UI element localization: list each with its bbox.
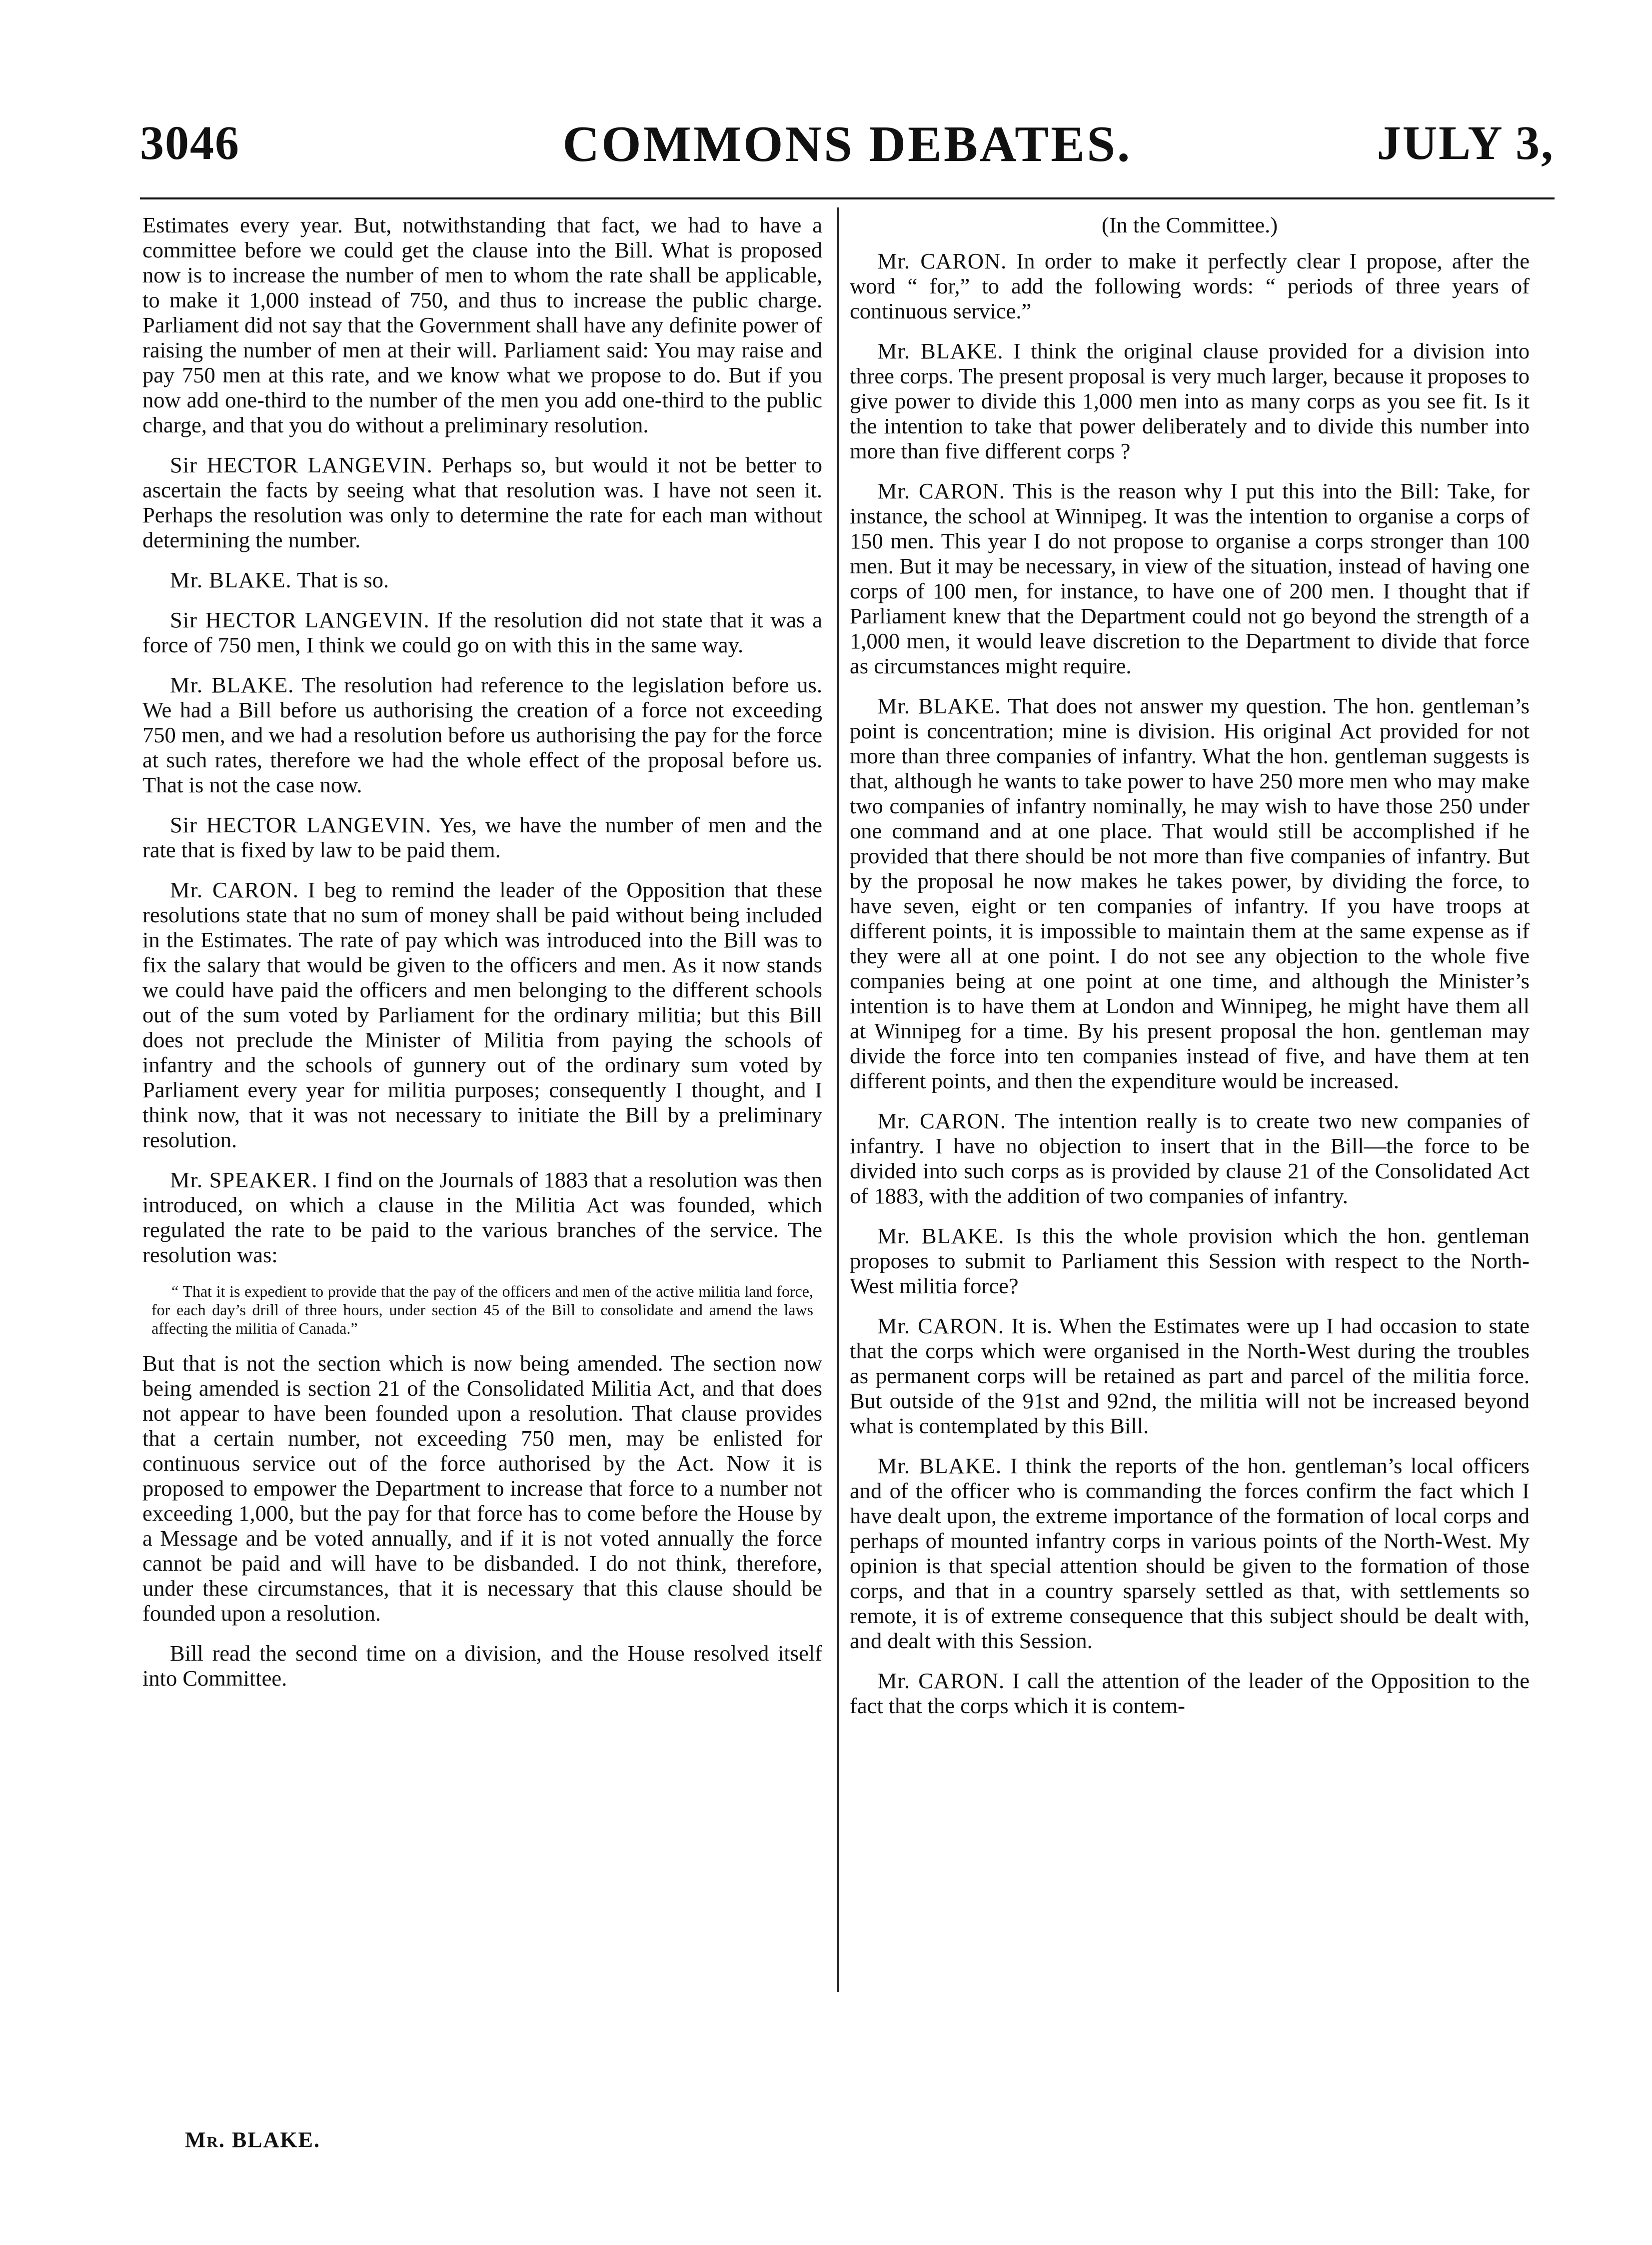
speaker-name: Sir HECTOR LANGEVIN. (170, 452, 433, 477)
debate-paragraph (850, 338, 1530, 463)
debate-paragraph (850, 693, 1530, 1093)
paragraph-text: Yes, we have the number of men and the rate that is fixed by law to be paid them. (142, 812, 823, 862)
paragraph-text: In order to make it perfectly clear I propose, after the word “ for,” to add the following words: “ periods of three years of continuous service.” (850, 248, 1530, 323)
speaker-name: Mr. CARON. (877, 1313, 1004, 1338)
debate-paragraph (142, 452, 822, 552)
debate-paragraph (850, 1668, 1530, 1718)
speaker-name: Sir HECTOR LANGEVIN. (170, 607, 430, 632)
speaker-name: Mr. BLAKE. (877, 1453, 1002, 1478)
paragraph-text: That is so. (296, 567, 389, 592)
speaker-name: Mr. BLAKE. (877, 338, 1004, 363)
paragraph-text: But that is not the section which is now being amended. The section now being amended is section 21 of the Consolidated Militia Act, and that does not appear to have been founded upon a resolution. That clause provides that a certain number, not exceeding 750 men, may be enlisted for continuous service out of the force authorised by the Act. Now it is proposed to empower the Department to increase that force to a number not exceeding 1,000, but the pay for that force has to come before the House by a Message and be voted annually, and if it is not voted annually the force cannot be paid and will have to be disbanded. I do not think, therefore, under these circumstances, that it is necessary that this clause should be founded upon a resolution. (142, 1351, 822, 1626)
paragraph-text: The intention really is to create two new companies of infantry. I have no objection to insert that in the Bill—the force to be divided into such corps as is provided by clause 21 of the Consolidated Act of 1883, with the addition of two companies of infantry. (850, 1108, 1530, 1208)
paragraph-text: The resolution had reference to the legislation before us. We had a Bill before us authorising the creation of a force not exceeding 750 men, and we had a resolution before us authorising the pay for the force at such rates, therefore we had the whole effect of the proposal before us. That is not the case now. (142, 672, 822, 797)
paragraph-text: (In the Committee.) (1101, 212, 1278, 237)
debate-paragraph (850, 1313, 1530, 1438)
speaker-name: Mr. BLAKE. (877, 1223, 1005, 1248)
paragraph-text: It is. When the Estimates were up I had occasion to state that the corps which were organised in the North-West during the troubles as permanent corps will be retained as part and parcel of the militia force. But outside of the 91st and 92nd, the militia will not be increased beyond what is contemplated by this Bill. (850, 1313, 1530, 1438)
paragraph-text: That does not answer my question. The hon. gentleman’s point is concentration; mine is division. His original Act provided for not more than three companies of infantry. What the hon. gentleman suggests is that, although he wants to take power to have 250 more men who may make two companies of infantry nominally, he may wish to have those 250 under one command and at one place. That would still be accomplished if he provided that there should be not more than five companies of infantry. But by the proposal he now makes he takes power, by dividing the force, to have seven, eight or ten companies of infantry. If you have troops at different points, it is impossible to maintain them at the same expense as if they were all at one point. I do not see any objection to the whole five companies being at one point at one time, and although the Minister’s intention is to have them at London and Winnipeg, he might have them all at Winnipeg for a time. By his present proposal the hon. gentleman may divide the force into ten companies instead of five, and have them at ten different points, and then the expenditure would be increased. (850, 693, 1530, 1093)
paragraph-text: I find on the Journals of 1883 that a resolution was then introduced, on which a clause in the Militia Act was founded, which regulated the rate to be paid to the various branches of the service. The resolution was: (142, 1167, 822, 1267)
debate-paragraph (850, 1108, 1530, 1208)
paragraph-text: If the resolution did not state that it was a force of 750 men, I think we could go on with this in the same way. (142, 607, 823, 657)
page-date: JULY 3, (1377, 116, 1555, 169)
debate-paragraph (142, 1167, 822, 1267)
debate-paragraph (850, 1223, 1530, 1298)
paragraph-text: Estimates every year. But, notwithstanding that fact, we had to have a committee before we could get the clause into the Bill. What is proposed now is to increase the number of men to whom the rate shall be applicable, to make it 1,000 instead of 750, and thus to increase the public charge. Parliament did not say that the Government shall have any definite power of raising the number of men at their will. Parliament said: You may raise and pay 750 men at this rate, and we know what we propose to do. But if you now add one-third to the number of the men you add one-third to the public charge, and that you do without a preliminary resolution. (142, 212, 822, 437)
speaker-name: Mr. CARON. (877, 248, 1007, 273)
debate-paragraph (142, 607, 822, 657)
page-header (140, 115, 1555, 175)
debate-paragraph (850, 1453, 1530, 1653)
debate-paragraph (142, 567, 822, 592)
right-column (850, 212, 1530, 1733)
paragraph-text: I think the original clause provided for a division into three corps. The present proposal is very much larger, because it proposes to give power to divide this 1,000 men into as many corps as you see fit. Is it the intention to take that power deliberately and to divide this number into more than five different corps ? (850, 338, 1530, 463)
debate-paragraph (142, 812, 822, 862)
speaker-name: Mr. BLAKE. (170, 672, 294, 697)
paragraph-text: “ That it is expedient to provide that the pay of the officers and men of the active militia land force, for each day’s drill of three hours, under section 45 of the Bill to consolidate and amend the laws affecting the militia of Canada.” (151, 1282, 813, 1337)
left-column (142, 212, 822, 1706)
journal-title: COMMONS DEBATES. (562, 116, 1132, 172)
paragraph-text: Is this the whole provision which the hon. gentleman proposes to submit to Parliament this Session with respect to the North-West militia force? (850, 1223, 1530, 1298)
debate-paragraph (142, 1351, 822, 1626)
debate-paragraph (142, 672, 822, 797)
paragraph-text: I think the reports of the hon. gentleman’s local officers and of the officer who is commanding the forces confirm the fact which I have dealt upon, the extreme importance of the formation of local corps and perhaps of mounted infantry corps in various points of the North-West. My opinion is that special attention should be given to the formation of those corps, and that in a country sparsely settled as that, with settlements so remote, it is of extreme consequence that this subject should be dealt with, and dealt with this Session. (850, 1453, 1530, 1653)
debate-paragraph (142, 212, 822, 437)
speaker-name: Sir HECTOR LANGEVIN. (170, 812, 432, 837)
debate-paragraph (850, 248, 1530, 323)
speaker-name: Mr. CARON. (877, 478, 1005, 503)
paragraph-text: This is the reason why I put this into the Bill: Take, for instance, the school at Winnipeg. It was the intention to organise a corps of 150 men. This year I do not propose to organise a corps stronger than 100 men. But it may be necessary, in view of the situation, instead of having one corps of 100 men, for instance, to have one of 200 men. I thought that if Parliament knew that the Department could not go beyond the strength of a 1,000 men, it would leave discretion to the Department to divide that force as circumstances might require. (850, 478, 1530, 678)
header-rule (140, 197, 1555, 199)
speaker-name: Mr. BLAKE. (877, 693, 1001, 718)
debate-paragraph (850, 478, 1530, 678)
speaker-name: Mr. CARON. (170, 877, 299, 902)
paragraph-text: Perhaps so, but would it not be better to ascertain the facts by seeing what that resolution was. I have not seen it. Perhaps the resolution was only to determine the rate for each man without determining the number. (142, 452, 823, 552)
quoted-resolution (151, 1282, 813, 1338)
paragraph-text: I call the attention of the leader of the Opposition to the fact that the corps which it is contem- (850, 1668, 1530, 1718)
debate-paragraph (142, 877, 822, 1152)
section-heading (850, 212, 1530, 237)
speaker-name: Mr. SPEAKER. (170, 1167, 318, 1192)
column-divider (837, 207, 839, 1992)
speaker-name: Mr. BLAKE. (170, 567, 292, 592)
paragraph-text: I beg to remind the leader of the Opposition that these resolutions state that no sum of money shall be paid without being included in the Estimates. The rate of pay which was introduced into the Bill was to fix the salary that would be given to the officers and men. As it now stands we could have paid the officers and men belonging to the different schools out of the sum voted by Parliament for the ordinary militia; but this Bill does not preclude the Minister of Militia from paying the schools of infantry and the schools of gunnery out of the ordinary sum voted by Parliament every year for militia purposes; consequently I thought, and I think now, that it was not necessary to initiate the Bill by a preliminary resolution. (142, 877, 822, 1152)
speaker-name: Mr. CARON. (877, 1108, 1006, 1133)
running-footer-name: Mr. BLAKE. (185, 2128, 320, 2152)
debate-paragraph (142, 1641, 822, 1691)
paragraph-text: Bill read the second time on a division, and the House resolved itself into Committee. (142, 1641, 822, 1691)
speaker-name: Mr. CARON. (877, 1668, 1005, 1693)
page-number: 3046 (140, 116, 240, 169)
